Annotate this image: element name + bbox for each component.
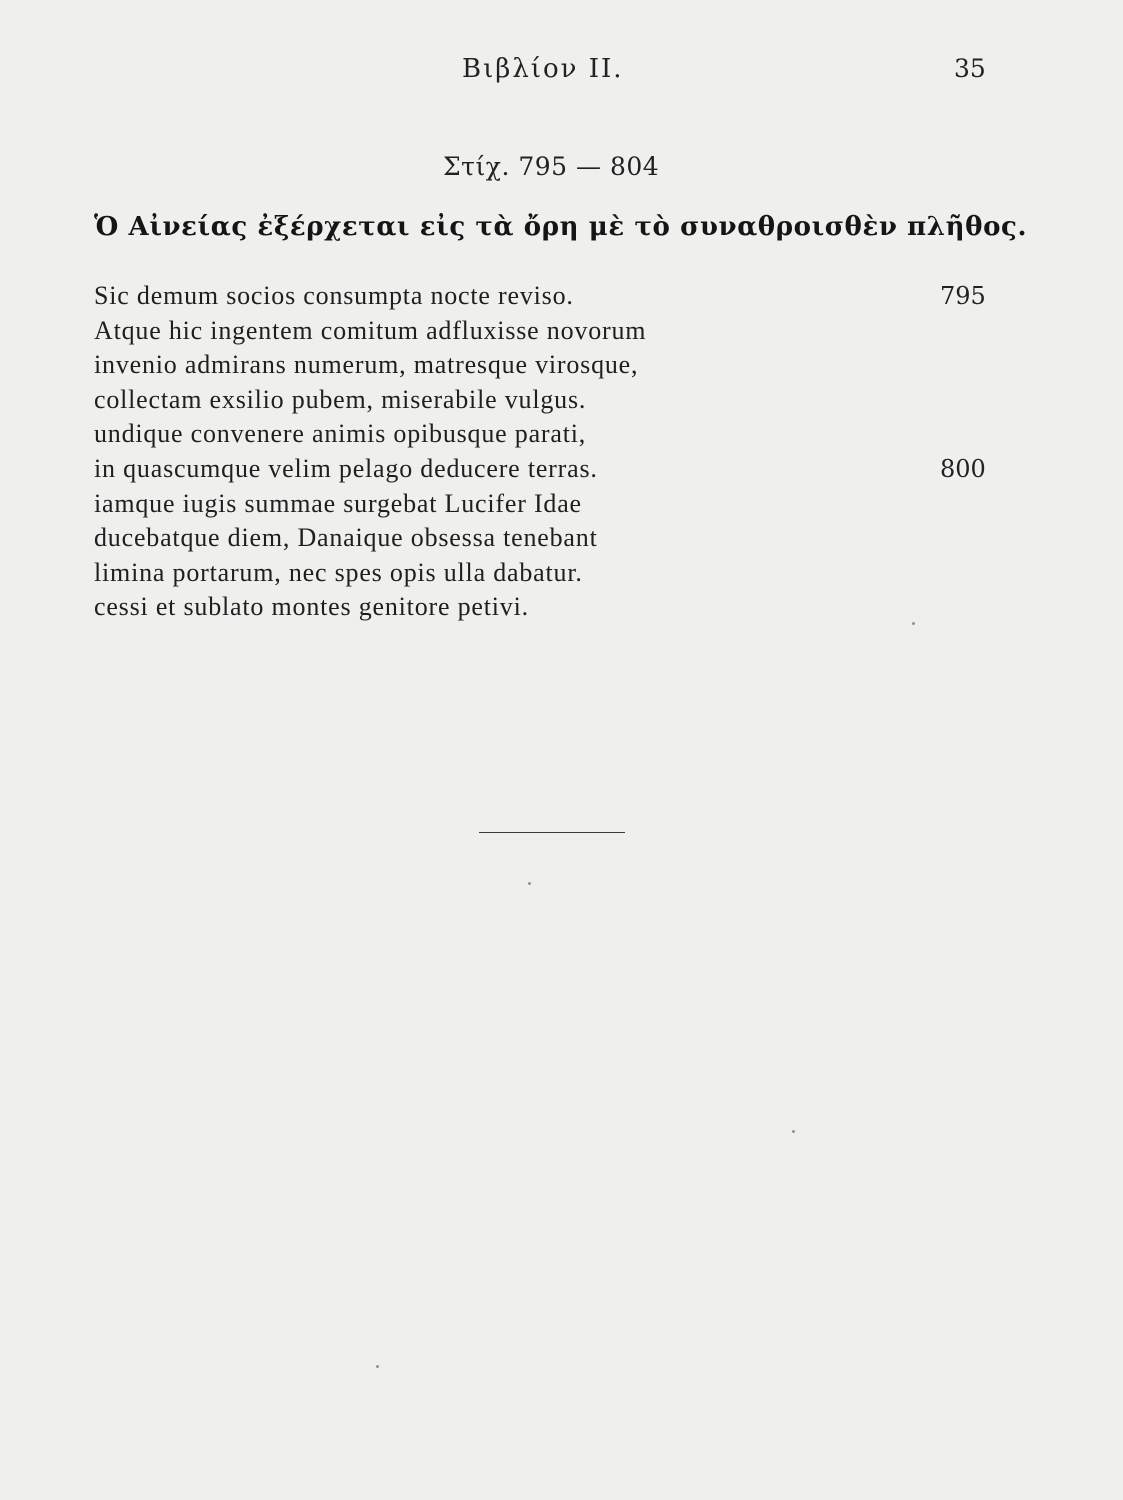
poem-text [94,279,994,625]
poem-line [94,487,994,522]
poem-line [94,590,994,625]
line-number: 800 [940,454,986,483]
poem-line-text: undique convenere animis opibusque parati, [94,419,587,449]
poem-line [94,521,994,556]
paper-speck [912,622,915,625]
poem-line [94,279,994,314]
poem-line-text: invenio admirans numerum, matresque virosque, [94,350,639,380]
paper-speck [792,1130,795,1133]
page-number: 35 [954,54,986,83]
section-heading: Ὁ Αἰνείας ἐξέρχεται εἰς τὰ ὄρη μὲ τὸ συναθροισθὲν πλῆθος. [94,212,1028,242]
verse-range: Στίχ. 795 — 804 [443,152,660,181]
poem-line-text: ducebatque diem, Danaique obsessa tenebant [94,523,598,553]
running-header-title: Βιβλίον II. [462,54,624,84]
poem-line-text: collectam exsilio pubem, miserabile vulgus. [94,384,587,414]
paper-speck [528,882,531,885]
poem-line-text: cessi et sublato montes genitore petivi. [94,592,529,622]
poem-line [94,417,994,452]
poem-line-text: Sic demum socios consumpta nocte reviso. [94,281,574,310]
poem-line-text: limina portarum, nec spes opis ulla dabatur. [94,557,583,587]
poem-line [94,348,994,383]
poem-line-text: in quascumque velim pelago deducere terras. [94,453,598,483]
poem-line [94,452,994,487]
poem-line-text: Atque hic ingentem comitum adfluxisse novorum [94,315,647,345]
poem-line [94,383,994,418]
poem-line-text: iamque iugis summae surgebat Lucifer Idae [94,488,582,518]
section-divider [479,832,625,833]
paper-speck [376,1365,379,1368]
poem-line [94,556,994,591]
line-number: 795 [940,282,986,310]
poem-line [94,314,994,349]
